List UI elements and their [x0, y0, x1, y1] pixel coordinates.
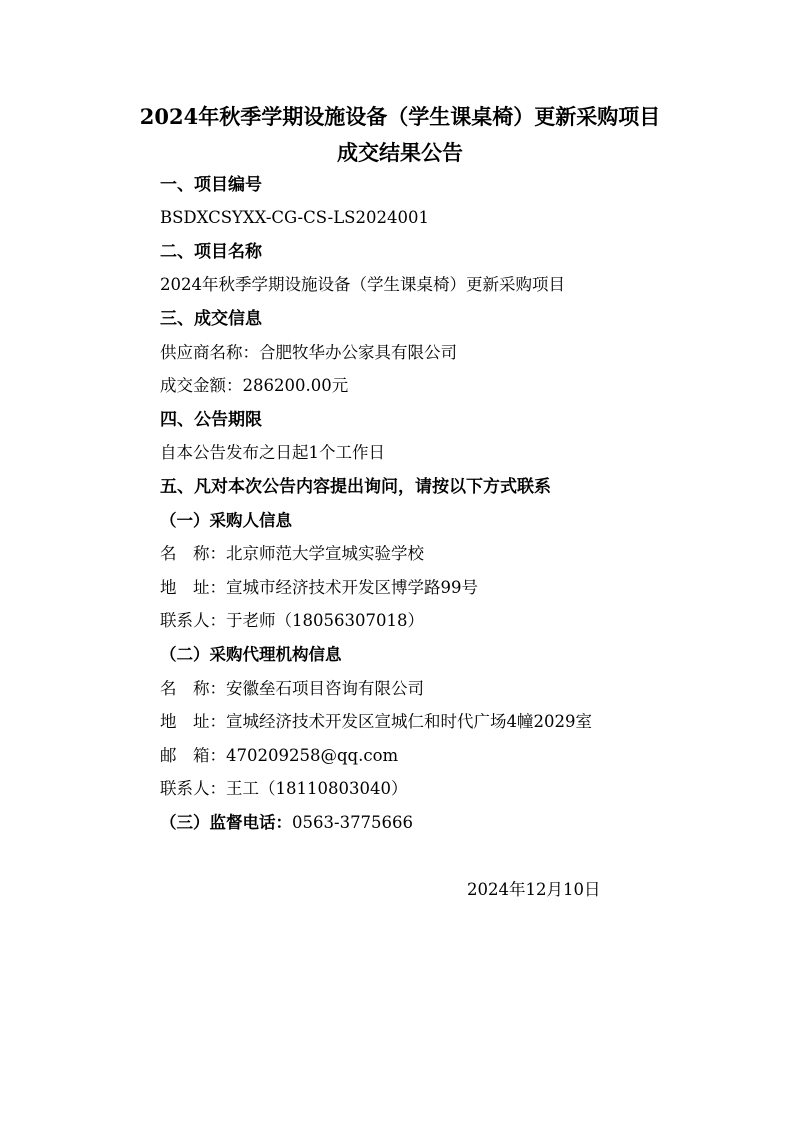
- supplier-value: 合肥牧华办公家具有限公司: [259, 343, 457, 362]
- announcement-date: 2024年12月10日: [467, 880, 601, 899]
- purchaser-address-value: 宣城市经济技术开发区博学路99号: [226, 578, 478, 597]
- purchaser-address-row: [160, 576, 478, 600]
- purchaser-contact-row: [160, 609, 424, 633]
- amount-label: 成交金额：: [160, 376, 243, 395]
- purchaser-contact-value: 于老师（18056307018）: [226, 611, 424, 630]
- agency-email-row: [160, 744, 398, 768]
- agency-contact-label: 联系人：: [160, 779, 226, 798]
- agency-contact-row: [160, 777, 407, 801]
- agency-name-label: 名 称：: [160, 679, 226, 698]
- section-heading-deal-info: 三、成交信息: [160, 309, 262, 329]
- supplier-row: [160, 341, 457, 365]
- supplier-label: 供应商名称：: [160, 343, 259, 362]
- section-heading-project-name: 二、项目名称: [160, 242, 262, 262]
- agency-name-value: 安徽垒石项目咨询有限公司: [226, 679, 424, 698]
- supervision-row: [160, 811, 413, 835]
- agency-heading: （二）采购代理机构信息: [160, 645, 342, 664]
- purchaser-name-label: 名 称：: [160, 544, 226, 563]
- purchaser-name-value: 北京师范大学宣城实验学校: [226, 544, 424, 563]
- agency-address-row: [160, 710, 592, 734]
- section-heading-period: 四、公告期限: [160, 410, 262, 430]
- purchaser-heading: （一）采购人信息: [160, 511, 292, 530]
- purchaser-address-label: 地 址：: [160, 578, 226, 597]
- agency-name-row: [160, 677, 424, 701]
- agency-address-value: 宣城经济技术开发区宣城仁和时代广场4幢2029室: [226, 712, 592, 731]
- agency-address-label: 地 址：: [160, 712, 226, 731]
- period-value: 自本公告发布之日起1个工作日: [160, 443, 385, 462]
- section-heading-contact: 五、凡对本次公告内容提出询问，请按以下方式联系: [160, 477, 551, 497]
- purchaser-name-row: [160, 542, 424, 566]
- agency-contact-value: 王工（18110803040）: [226, 779, 408, 798]
- supervision-label: （三）监督电话：: [160, 813, 292, 832]
- purchaser-contact-label: 联系人：: [160, 611, 226, 630]
- project-number-value: BSDXCSYXX-CG-CS-LS2024001: [160, 208, 429, 227]
- supervision-value: 0563-3775666: [292, 813, 414, 832]
- document-title-line1: 2024年秋季学期设施设备（学生课桌椅）更新采购项目: [139, 104, 661, 129]
- amount-value: 286200.00元: [242, 376, 349, 395]
- amount-row: [160, 374, 348, 398]
- agency-email-value: 470209258@qq.com: [226, 746, 399, 765]
- document-title-line2: 成交结果公告: [337, 140, 463, 165]
- project-name-value: 2024年秋季学期设施设备（学生课桌椅）更新采购项目: [160, 275, 565, 294]
- section-heading-project-number: 一、项目编号: [160, 175, 262, 195]
- agency-email-label: 邮 箱：: [160, 746, 226, 765]
